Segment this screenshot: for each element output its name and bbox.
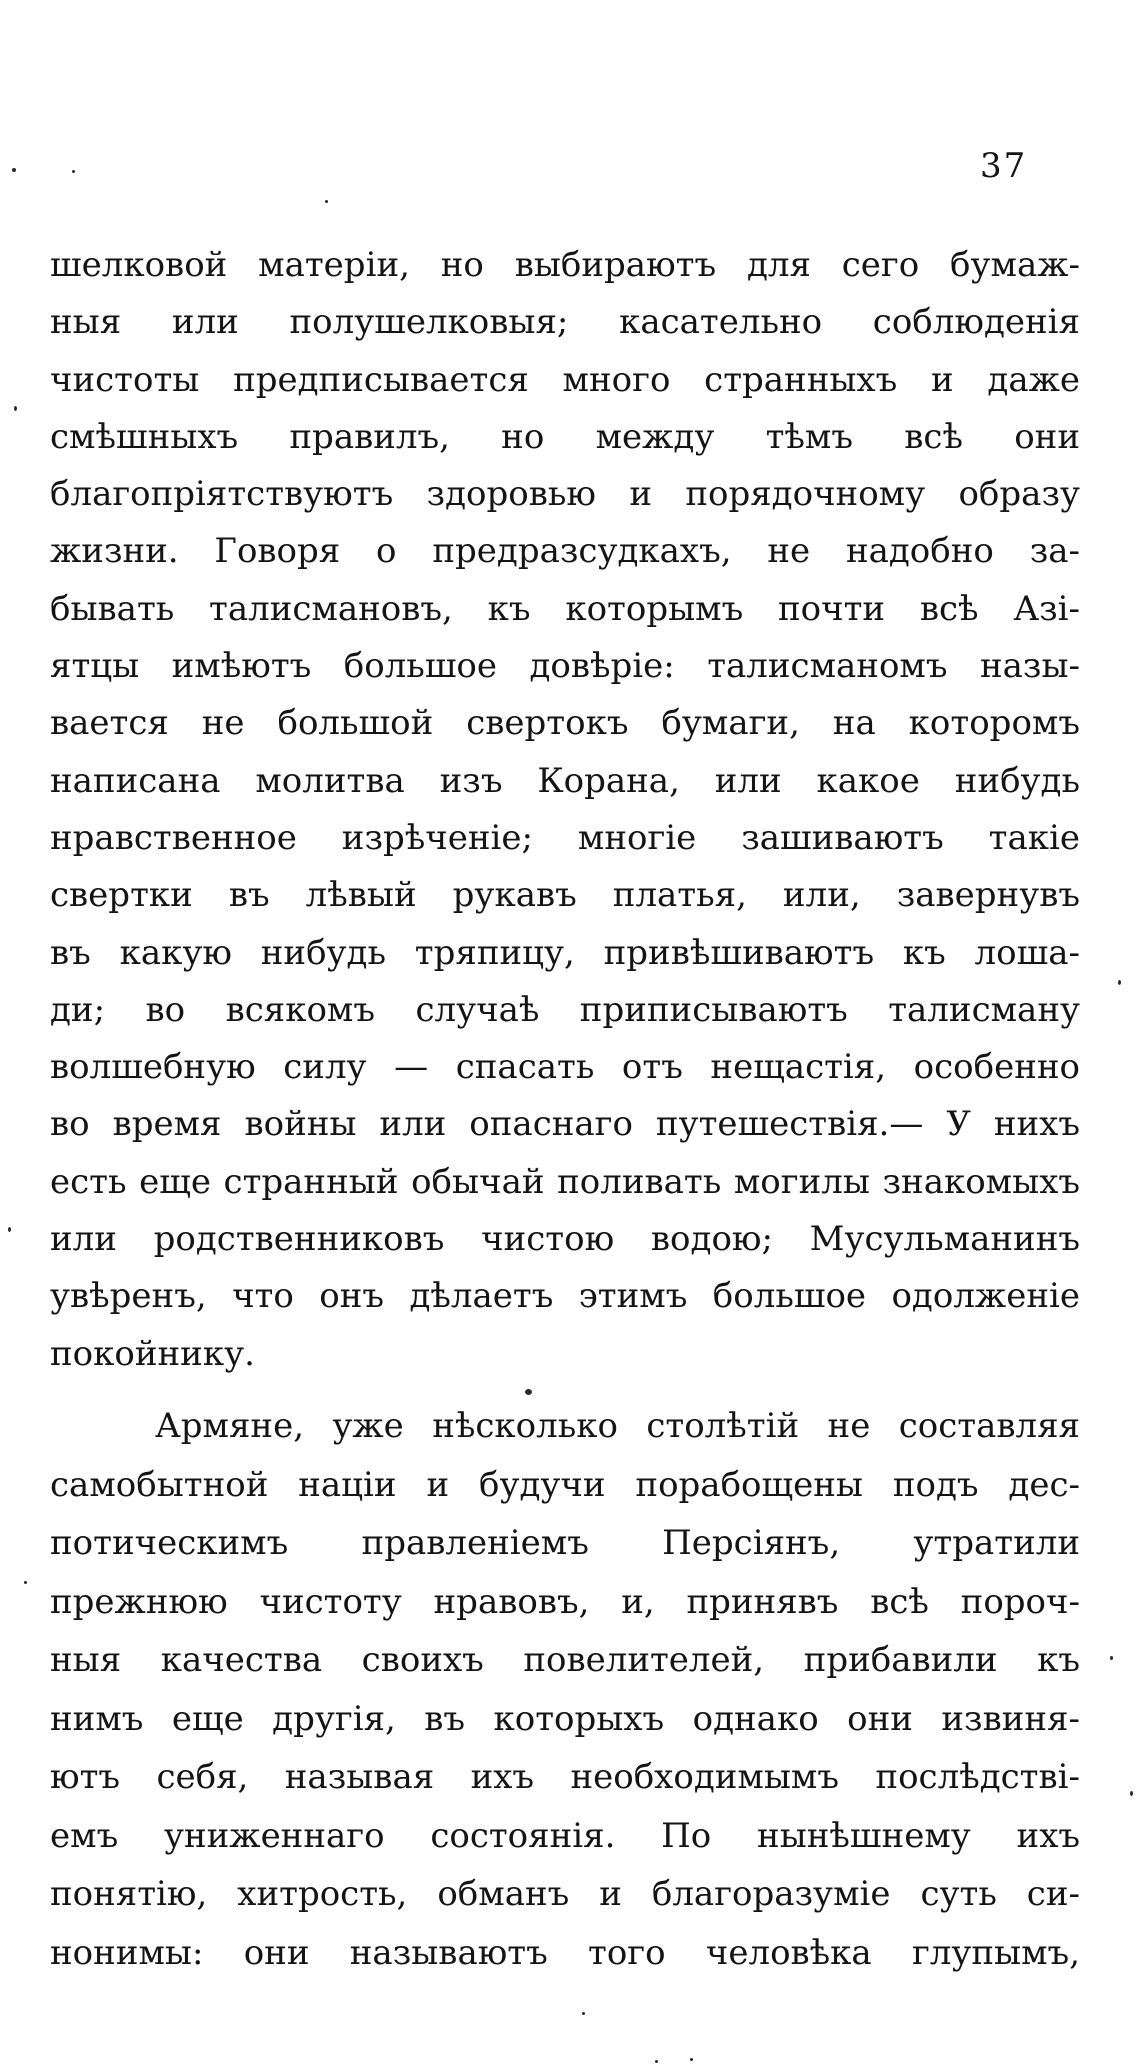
text-line: волшебную силу — спасать отъ нещастія, особенно [50, 1047, 1080, 1088]
text-line: увѣренъ, что онъ дѣлаетъ этимъ большое одолженіе [50, 1276, 1080, 1317]
scan-speck [8, 1227, 11, 1232]
text-line: прежнюю чистоту нравовъ, и, принявъ всѣ пороч- [50, 1581, 1080, 1622]
scan-speck [72, 170, 75, 173]
paragraph-1 [50, 237, 1080, 1383]
scan-speck [690, 2058, 693, 2061]
text-line: шелковой матеріи, но выбираютъ для сего бумаж- [50, 245, 1080, 285]
scan-speck [1118, 980, 1121, 985]
text-line: или родственниковъ чистою водою; Мусульманинъ [50, 1219, 1080, 1260]
text-line: нимъ еще другія, въ которыхъ однако они извиня- [50, 1698, 1080, 1739]
text-line: самобытной націи и будучи порабощены подъ дес- [50, 1464, 1080, 1505]
text-line: чистоты предписывается много странныхъ и даже [50, 359, 1080, 400]
text-line: емъ униженнаго состоянія. По нынѣшнему ихъ [50, 1815, 1080, 1856]
scan-speck [1130, 1791, 1133, 1796]
scan-speck [1110, 1656, 1113, 1660]
scan-speck [24, 1581, 27, 1584]
text-line: во время войны или опаснаго путешествія.— У нихъ [50, 1104, 1080, 1145]
text-line: нравственное изрѣченіе; многіе зашиваютъ такіе [50, 817, 1080, 858]
text-line: потическимъ правленіемъ Персіянъ, утратили [50, 1523, 1080, 1563]
scan-speck [325, 200, 328, 203]
paragraph-2 [50, 1397, 1080, 1982]
scan-speck [14, 406, 17, 411]
text-line: благопріятствуютъ здоровью и порядочному образу [50, 474, 1080, 515]
text-line: ятцы имѣютъ большое довѣріе: талисманомъ назы- [50, 646, 1080, 687]
text-line: ныя качества своихъ повелителей, прибавили къ [50, 1640, 1080, 1680]
text-line: ди; во всякомъ случаѣ приписываютъ талисману [50, 989, 1080, 1030]
scan-speck [582, 2012, 585, 2015]
text-line: свертки въ лѣвый рукавъ платья, или, завернувъ [50, 875, 1080, 916]
text-line: написана молитва изъ Корана, или какое нибудь [50, 760, 1080, 801]
text-line: вается не большой свертокъ бумаги, на которомъ [50, 703, 1080, 744]
text-line: Армяне, уже нѣсколько столѣтій не составляя [155, 1406, 1080, 1446]
text-line: понятію, хитрость, обманъ и благоразуміе суть си- [50, 1874, 1080, 1914]
scan-speck [525, 1389, 532, 1395]
text-line: нонимы: они называютъ того человѣка глупымъ, [50, 1932, 1080, 1973]
text-line: жизни. Говоря о предразсудкахъ, не надобно за- [50, 531, 1080, 572]
scan-speck [655, 2060, 658, 2063]
page-number: 37 [980, 146, 1028, 186]
text-line: покойнику. [50, 1333, 255, 1374]
text-line: ныя или полушелковыя; касательно соблюденія [50, 302, 1080, 343]
text-line: есть еще странный обычай поливать могилы знакомыхъ [50, 1161, 1080, 1202]
scan-speck [12, 168, 16, 172]
text-line: въ какую нибудь тряпицу, привѣшиваютъ къ лоша- [50, 932, 1080, 973]
text-line: ютъ себя, называя ихъ необходимымъ послѣдстві- [50, 1757, 1080, 1797]
text-line: бывать талисмановъ, къ которымъ почти всѣ Азі- [50, 588, 1080, 629]
text-line: смѣшныхъ правилъ, но между тѣмъ всѣ они [50, 416, 1080, 457]
